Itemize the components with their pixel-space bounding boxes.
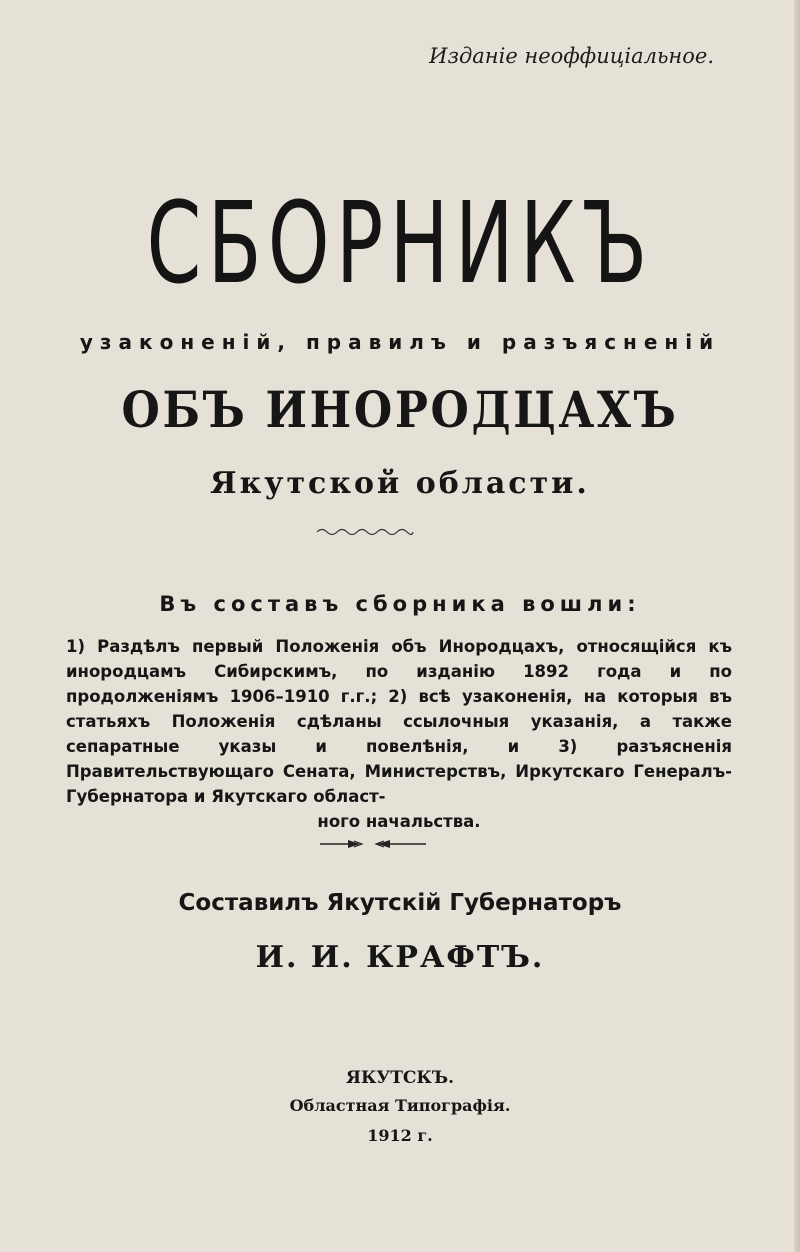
imprint-year: 1912 г. (367, 1126, 433, 1145)
contents-last-line: ного начальства. (317, 812, 481, 831)
contents-heading: Въ составъ сборника вошли: (159, 592, 641, 616)
arrow-rule-ornament (318, 836, 428, 852)
contents-text: 1) Раздѣлъ первый Положенія объ Инородцахъ, относящійся къ инородцамъ Сибирскимъ, по изданію 1892 года и по продолженіямъ 1906–1910 г.г.; 2) всѣ узаконенія, на которыя въ статьяхъ Положенія сдѣланы ссылочныя указанія, а также сепаратные указы и повелѣнія, и 3) разъясненія Правительствующаго Сената, Министерствъ, Иркутскаго Генералъ-Губернатора и Якутскаго област- (66, 637, 732, 806)
page-edge (794, 0, 800, 1252)
title-line-inorodtsy: ОБЪ ИНОРОДЦАХЪ (121, 380, 679, 439)
book-title: СБОРНИКЪ (146, 179, 654, 309)
imprint-press: Областная Типографія. (289, 1096, 511, 1115)
compiled-by-line: Составилъ Якутскій Губернаторъ (178, 890, 622, 916)
author-name: И. И. КРАФТЪ. (255, 940, 545, 975)
imprint-city: ЯКУТСКЪ. (345, 1068, 455, 1088)
title-line-region: Якутской области. (210, 466, 590, 501)
wavy-rule-ornament (315, 524, 415, 540)
book-subtitle: узаконеній, правилъ и разъясненій (79, 330, 721, 354)
contents-paragraph (66, 634, 732, 834)
unofficial-edition-notice: Изданіе неоффиціальное. (429, 44, 714, 68)
